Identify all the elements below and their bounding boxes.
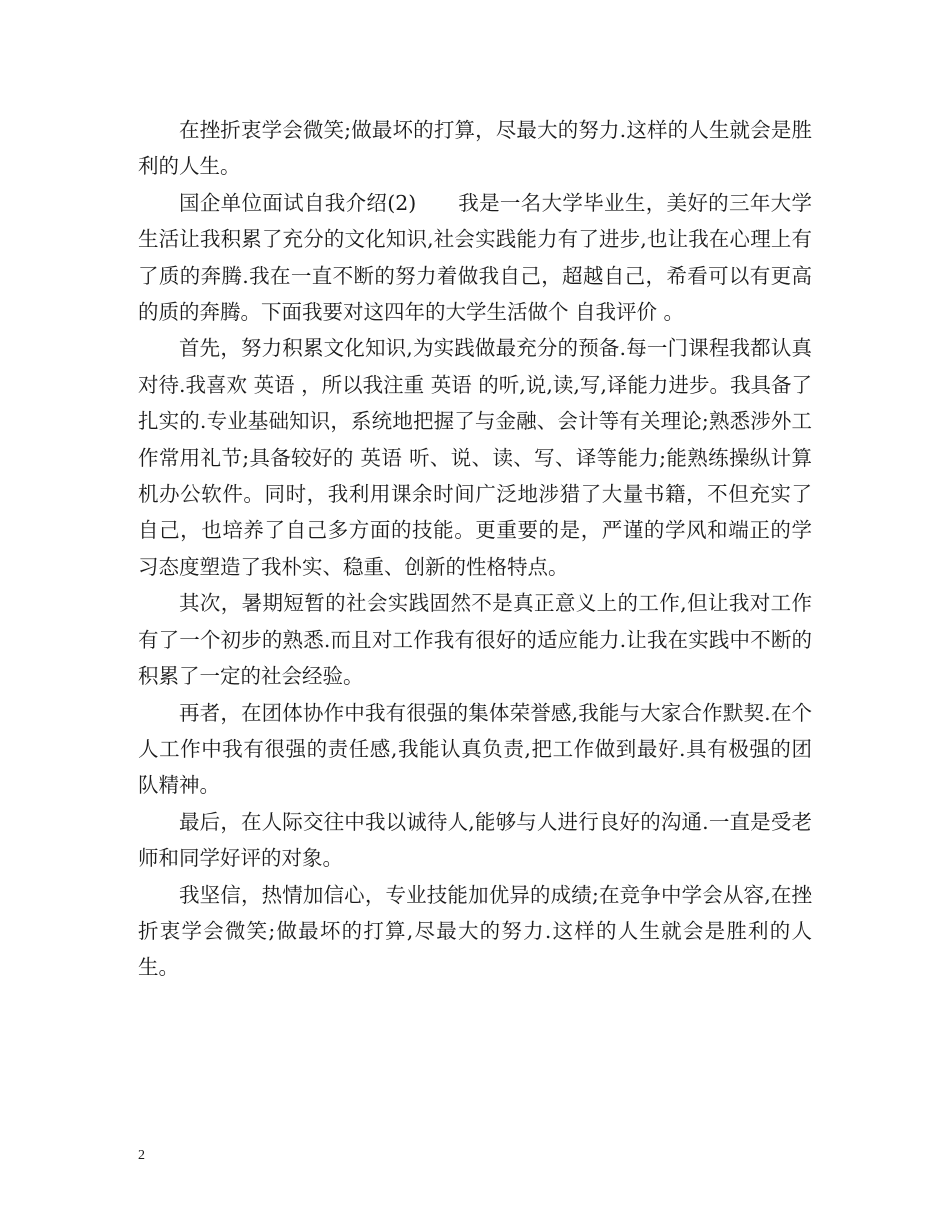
document-body xyxy=(138,112,812,986)
paragraph: 国企单位面试自我介绍(2) 我是一名大学毕业生，美好的三年大学生活让我积累了充分的文化知识,社会实践能力有了进步,也让我在心理上有了质的奔腾.我在一直不断的努力着做我自己，超越自己，希看可以有更高的质的奔腾。下面我要对这四年的大学生活做个 自我评价 。 xyxy=(138,190,812,325)
paragraph: 其次，暑期短暂的社会实践固然不是真正意义上的工作,但让我对工作有了一个初步的熟悉.而且对工作我有很好的适应能力.让我在实践中不断的积累了一定的社会经验。 xyxy=(138,591,812,689)
paragraph: 首先，努力积累文化知识,为实践做最充分的预备.每一门课程我都认真对待.我喜欢 英语 ，所以我注重 英语 的听,说,读,写,译能力进步。我具备了扎实的.专业基础知识，系统地把握了与金融、会计等有关理论;熟悉涉外工作常用礼节;具备较好的 英语 听、说、读、写、译等能力;能熟练操纵计算机办公软件。同时，我利用课余时间广泛地涉猎了大量书籍，不但充实了自己，也培养了自己多方面的技能。更重要的是，严谨的学风和端正的学习态度塑造了我朴实、稳重、创新的性格特点。 xyxy=(138,336,812,579)
paragraph: 在挫折衷学会微笑;做最坏的打算，尽最大的努力.这样的人生就会是胜利的人生。 xyxy=(138,118,812,179)
page-number: 2 xyxy=(138,1148,145,1163)
paragraph: 最后，在人际交往中我以诚待人,能够与人进行良好的沟通.一直是受老师和同学好评的对象。 xyxy=(138,809,812,871)
paragraph: 我坚信，热情加信心，专业技能加优异的成绩;在竞争中学会从容,在挫折衷学会微笑;做最坏的打算,尽最大的努力.这样的人生就会是胜利的人生。 xyxy=(138,882,812,980)
paragraph: 再者，在团体协作中我有很强的集体荣誉感,我能与大家合作默契.在个人工作中我有很强的责任感,我能认真负责,把工作做到最好.具有极强的团队精神。 xyxy=(138,700,812,798)
